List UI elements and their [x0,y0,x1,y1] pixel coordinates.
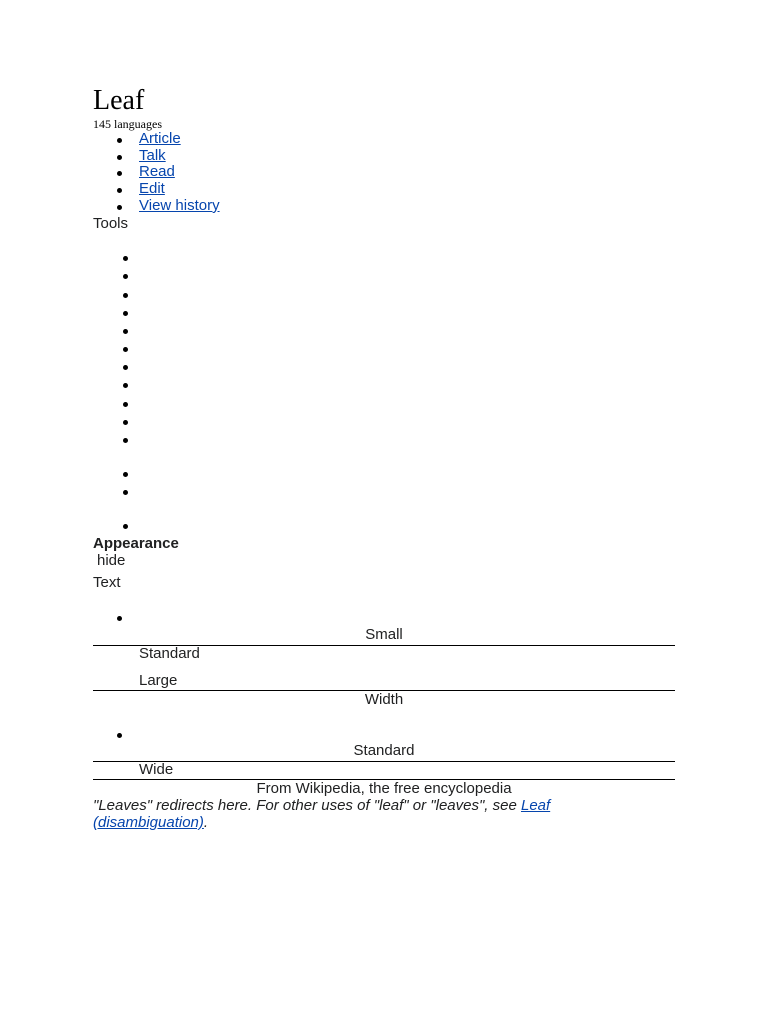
divider [93,761,675,762]
bullet-icon [123,524,128,529]
bullet-icon [123,472,128,477]
bullet-icon [123,347,128,352]
bullet-icon [123,402,128,407]
link-text-part-2: (disambiguation) [93,814,204,831]
nav-item-read [93,164,220,181]
bullet-icon [123,293,128,298]
bullet-icon [123,329,128,334]
nav-item-talk [93,148,220,165]
bullet-icon [117,155,122,160]
nav-item-article [93,131,220,148]
page-actions-list [93,131,220,215]
bullet-icon [123,274,128,279]
hatnote [93,797,653,831]
talk-link[interactable]: Talk [139,146,166,164]
hide-button[interactable]: hide [97,552,126,569]
nav-item-view-history [93,198,220,215]
bullet-icon [117,188,122,193]
bullet-icon [123,490,128,495]
text-size-label: Text [93,574,121,591]
edit-link[interactable]: Edit [139,180,165,198]
bullet-icon [117,205,122,210]
page-title: Leaf [93,85,145,116]
tools-menu-label[interactable]: Tools [93,215,129,232]
text-size-option-standard[interactable]: Standard [139,645,200,662]
appearance-heading: Appearance [93,535,179,552]
view-history-link[interactable]: View history [139,196,220,214]
link-text-part-1: Leaf [520,797,551,814]
width-option-standard[interactable]: Standard [353,742,415,759]
article-link[interactable]: Article [139,130,181,147]
bullet-icon [117,616,122,621]
bullet-icon [123,383,128,388]
bullet-icon [117,733,122,738]
bullet-icon [123,420,128,425]
bullet-icon [117,138,122,143]
bullet-icon [123,365,128,370]
width-option-wide[interactable]: Wide [139,761,174,778]
text-size-option-small[interactable]: Small [365,626,403,643]
read-link[interactable]: Read [139,163,175,181]
nav-item-edit [93,181,220,198]
width-label: Width [364,691,404,708]
bullet-icon [117,171,122,176]
hatnote-text: "Leaves" redirects here. For other uses of "leaf" or "leaves", see [93,797,521,814]
hatnote-suffix: . [203,814,209,831]
bullet-icon [123,311,128,316]
site-tagline: From Wikipedia, the free encyclopedia [256,780,512,797]
bullet-icon [123,438,128,443]
bullet-icon [123,256,128,261]
text-size-option-large[interactable]: Large [139,672,178,689]
language-count[interactable]: 145 languages [93,117,162,131]
